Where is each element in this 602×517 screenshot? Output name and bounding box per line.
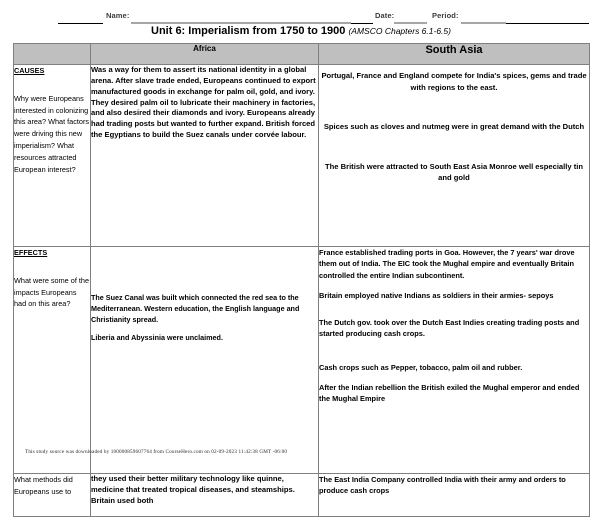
table-row [14,474,590,517]
effects-africa-cell[interactable] [91,247,319,474]
methods-south-asia-cell[interactable] [319,474,590,517]
imperialism-comparison-table [13,43,590,517]
methods-prompt-cell [14,474,91,517]
column-header-south-asia: South Asia [319,44,590,65]
page-title [0,25,602,37]
effects-south-asia-p5: After the Indian rebellion the British exiled the Mughal emperor and ended the Mughal Empire [319,382,580,403]
name-blank[interactable] [131,22,351,24]
page-title-main: Unit 6: Imperialism from 1750 to 1900 [151,25,349,37]
effects-south-asia-p1: France established trading ports in Goa. However, the 7 years' war drove them out of India. The EIC took the Mughal empire and eventually Britain controlled the entire Indian subcontinent. [319,248,575,280]
causes-south-asia-p3: The British were attracted to South East Asia Monroe well especially tin and gold [325,161,583,183]
methods-south-asia-p1: The East India Company controlled India with their army and orders to produce cash crops [319,475,566,496]
causes-south-asia-p1: Portugal, France and England compete for India's spices, gems and trade with regions to the east. [321,71,587,92]
causes-question: Why were Europeans interested in colonizing this area? What factors were driving this new imperialism? What resources attracted European interest? [14,93,90,174]
effects-africa-p1: The Suez Canal was built which connected the red sea to the Mediterranean. Western education, the English language and Christianity spread. [91,293,300,324]
date-label: Date: [375,11,395,20]
methods-africa-p1: they used their better military technology like quinne, medicine that treated tropical diseases, and steamships. Britain used both [91,474,295,505]
date-blank[interactable] [394,22,427,24]
table-row [14,65,590,247]
effects-tag: EFFECTS [14,248,48,257]
rule-before-name [58,23,103,24]
table-header-row [14,44,590,65]
causes-prompt-cell [14,65,91,247]
column-header-blank [14,44,91,65]
effects-south-asia-cell[interactable] [319,247,590,474]
causes-tag: CAUSES [14,66,45,75]
coursehero-watermark: This study source was downloaded by 100000859607764 from CourseHero.com on 02-09-2023 11:42:38 GMT -06:00 [25,449,288,455]
page-title-subtitle: (AMSCO Chapters 6.1-6.5) [348,26,451,36]
effects-south-asia-p4: Cash crops such as Pepper, tobacco, palm oil and rubber. [319,362,523,372]
table-row [14,247,590,474]
column-header-africa: Africa [91,44,319,65]
student-info-line [13,9,589,25]
name-label: Name: [106,11,130,20]
effects-africa-p2: Liberia and Abyssinia were unclaimed. [91,333,223,343]
methods-question: What methods did Europeans use to [14,475,73,496]
rule-before-date [351,23,373,24]
methods-africa-cell[interactable] [91,474,319,517]
effects-prompt-cell [14,247,91,474]
causes-africa-cell[interactable] [91,65,319,247]
period-label: Period: [432,11,459,20]
causes-africa-p1: Was a way for them to assert its national identity in a global arena. After slave trade ended, Europeans continued to export manufactured goods in exchange for palm oil, gold, and ivory. They desired palm oil to lubricate their machinery in factories, and also desired their diamonds and ivory. Europeans already had trading posts but wanted to further expand. British forced the Egyptians to build the Suez canals under corvée labour. [91,65,316,140]
period-blank[interactable] [461,22,506,24]
rule-after-period [506,23,589,24]
effects-question: What were some of the impacts Europeans had on this area? [14,275,90,309]
effects-south-asia-p3: The Dutch gov. took over the Dutch East Indies creating trading posts and started producing cash crops. [319,318,580,339]
causes-south-asia-p2: Spices such as cloves and nutmeg were in great demand with the Dutch [323,122,585,132]
effects-south-asia-p2: Britain employed native Indians as soldiers in their armies- sepoys [319,290,554,300]
causes-south-asia-cell[interactable] [319,65,590,247]
